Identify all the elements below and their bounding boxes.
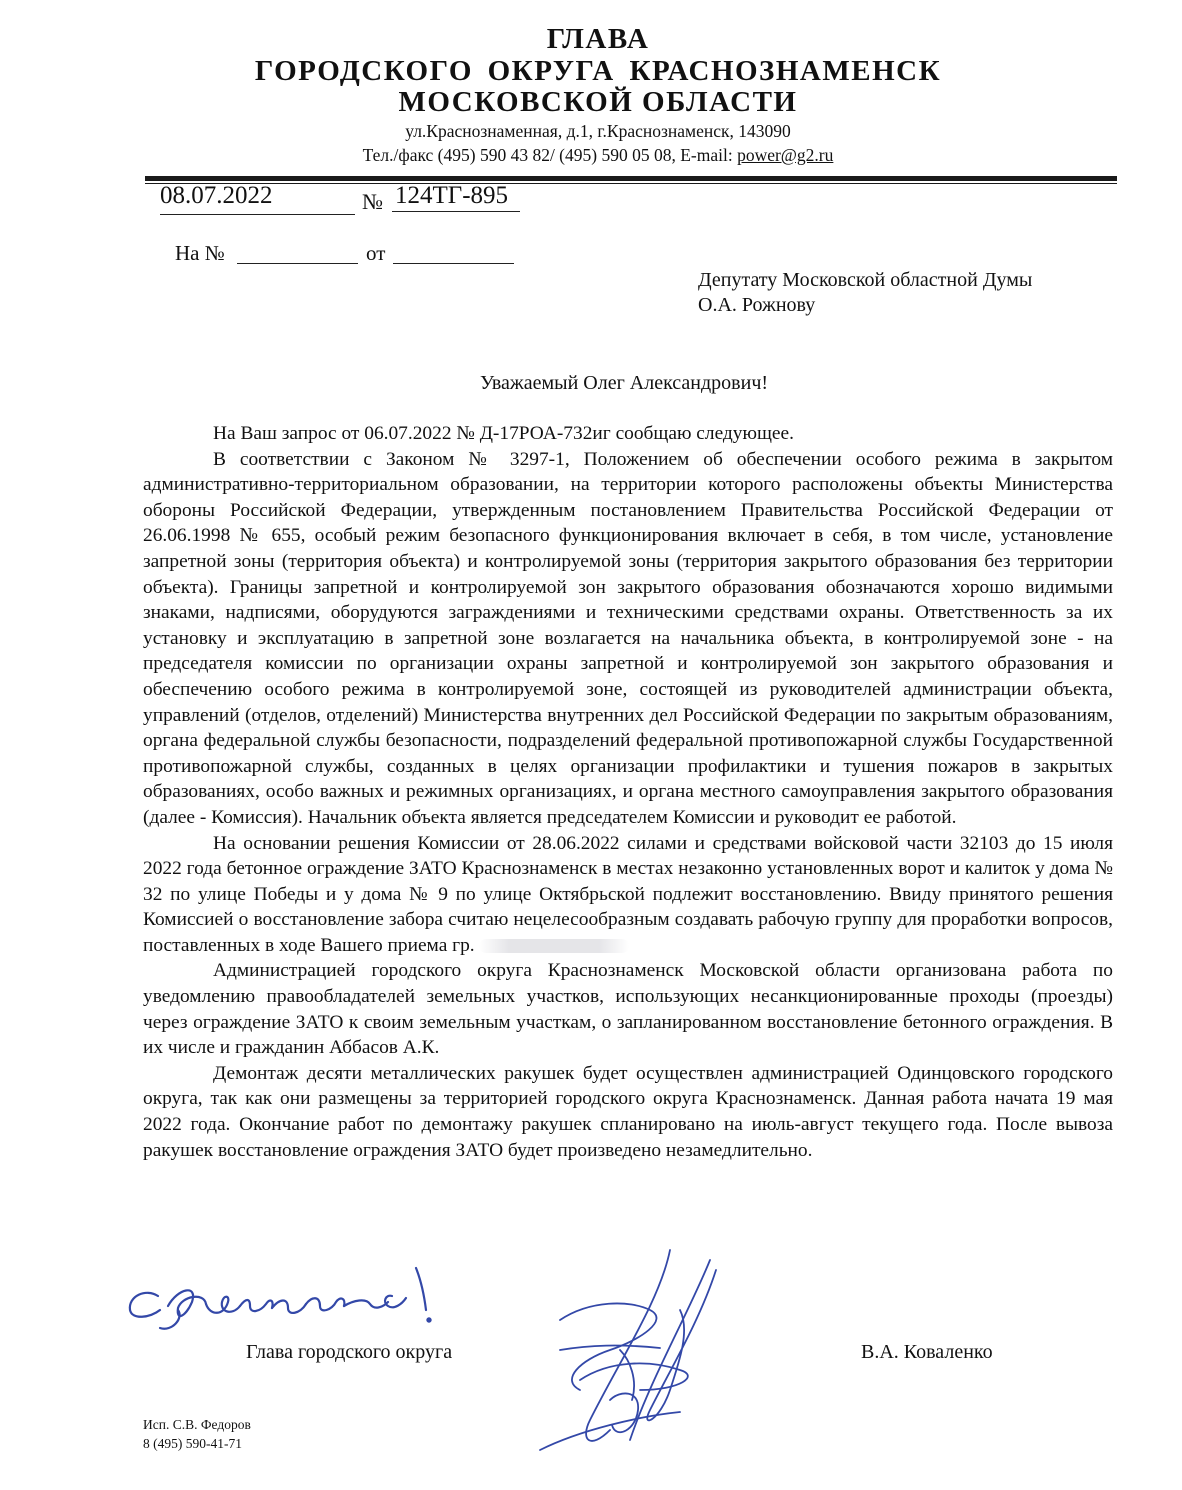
official-signature (520, 1240, 740, 1460)
reference-number-label: На № (175, 241, 225, 265)
redacted-name (479, 939, 629, 953)
paragraph-notification: Администрацией городского округа Краснознаменск Московской области организована работа по уведомлению правообладателей земельных участков, использующих несанкционированные проходы (проезды) через ограждение ЗАТО к своим земельным участкам, о запланированном восстановление бетонного ограждения. В их числе и гражданин Аббасов А.К. (143, 960, 1113, 1059)
document-number-underline (392, 211, 520, 212)
letterhead-title: ГЛАВА (546, 23, 650, 55)
addressee-block (698, 268, 1032, 318)
letterhead-address: ул.Краснознаменная, д.1, г.Краснознаменск, 143090 (405, 121, 791, 141)
header-divider-thin (145, 183, 1117, 184)
document-date-underline (160, 214, 355, 215)
number-sign: № (362, 189, 383, 214)
header-divider (145, 176, 1117, 181)
salutation: Уважаемый Олег Александрович! (479, 372, 769, 394)
paragraph-request: На Ваш запрос от 06.07.2022 № Д-17РОА-732иг сообщаю следующее. (213, 423, 794, 444)
handwritten-closing (120, 1258, 460, 1348)
reference-date-field (393, 263, 514, 264)
executor-phone: 8 (495) 590-41-71 (143, 1436, 242, 1451)
letterhead-phone: Тел./факс (495) 590 43 82/ (495) 590 05 08, E-mail: (362, 145, 738, 165)
signatory-position: Глава городского округа (246, 1341, 453, 1363)
reference-number-field (237, 263, 358, 264)
paragraph-dismantling: Демонтаж десяти металлических ракушек будет осуществлен администрацией Одинцовского городского округа, так как они размещены за территорией городского округа Краснознаменск. Данная работа начата 19 мая 2022 года. Окончание работ по демонтажу ракушек спланировано на июль-август текущего года. После вывоза ракушек восстановление ограждения ЗАТО будет произведено незамедлительно. (143, 1062, 1113, 1161)
addressee-name: О.А. Рожнову (698, 294, 816, 316)
signatory-name: В.А. Коваленко (861, 1341, 993, 1363)
letterhead-email: power@g2.ru (737, 145, 834, 165)
letterhead-contacts (0, 144, 1182, 166)
document-number: 124ТГ-895 (395, 182, 509, 209)
document-date: 08.07.2022 (160, 182, 273, 209)
paragraph-legal-basis: В соответствии с Законом № 3297-1, Положением об обеспечении особого режима в закрытом административно-территориальном образовании, на территории которого расположены объекты Министерства обороны Российской Федерации, утвержденным постановлением Правительства Российской Федерации от 26.06.1998 № 655, особый режим безопасного функционирования включает в себя, в том числе, установление запретной зоны (территория объекта) и контролируемой зоны (территория закрытого образования без территории объекта). Границы запретной и контролируемой зон закрытого образования обозначаются хорошо видимыми знаками, надписями, оборудуются заграждениями и техническими средствами охраны. Ответственность за их установку и эксплуатацию в запретной зоне возлагается на начальника объекта, в контролируемой зоне - на председателя комиссии по организации охраны запретной и контролируемой зон закрытого образования и обеспечению особого режима в контролируемой зоне, состоящей из руководителей администрации объекта, управлений (отделов, отделений) Министерства внутренних дел Российской Федерации по закрытым образованиям, органа федеральной службы безопасности, подразделений федеральной противопожарной службы Государственной противопожарной службы, созданных в целях организации профилактики и тушения пожаров в закрытых образованиях, особо важных и режимных организациях, и органа местного самоуправления закрытого образования (далее - Комиссия). Начальник объекта является председателем Комиссии и руководит ее работой. (143, 448, 1113, 828)
paragraph-commission-decision (143, 831, 1113, 959)
addressee-position: Депутату Московской областной Думы (698, 269, 1033, 291)
paragraph-commission-decision-text: На основании решения Комиссии от 28.06.2022 силами и средствами войсковой части 32103 до 15 июля 2022 года бетонное ограждение ЗАТО Краснознаменск в местах незаконно установленных ворот и калиток у дома № 32 по улице Победы и у дома № 9 по улице Октябрьской подлежит восстановлению. Ввиду принятого решения Комиссией о восстановление забора считаю нецелесообразным создавать рабочую группу для проработки вопросов, поставленных в ходе Вашего приема гр. (143, 832, 1113, 956)
executor-contact (143, 1415, 251, 1453)
executor-name: Исп. С.В. Федоров (143, 1417, 251, 1432)
letter-body (143, 421, 1113, 1163)
reference-date-label: от (366, 241, 386, 265)
letterhead-region: МОСКОВСКОЙ ОБЛАСТИ (398, 86, 798, 118)
letterhead-city: ГОРОДСКОГО ОКРУГА КРАСНОЗНАМЕНСК (254, 55, 942, 87)
